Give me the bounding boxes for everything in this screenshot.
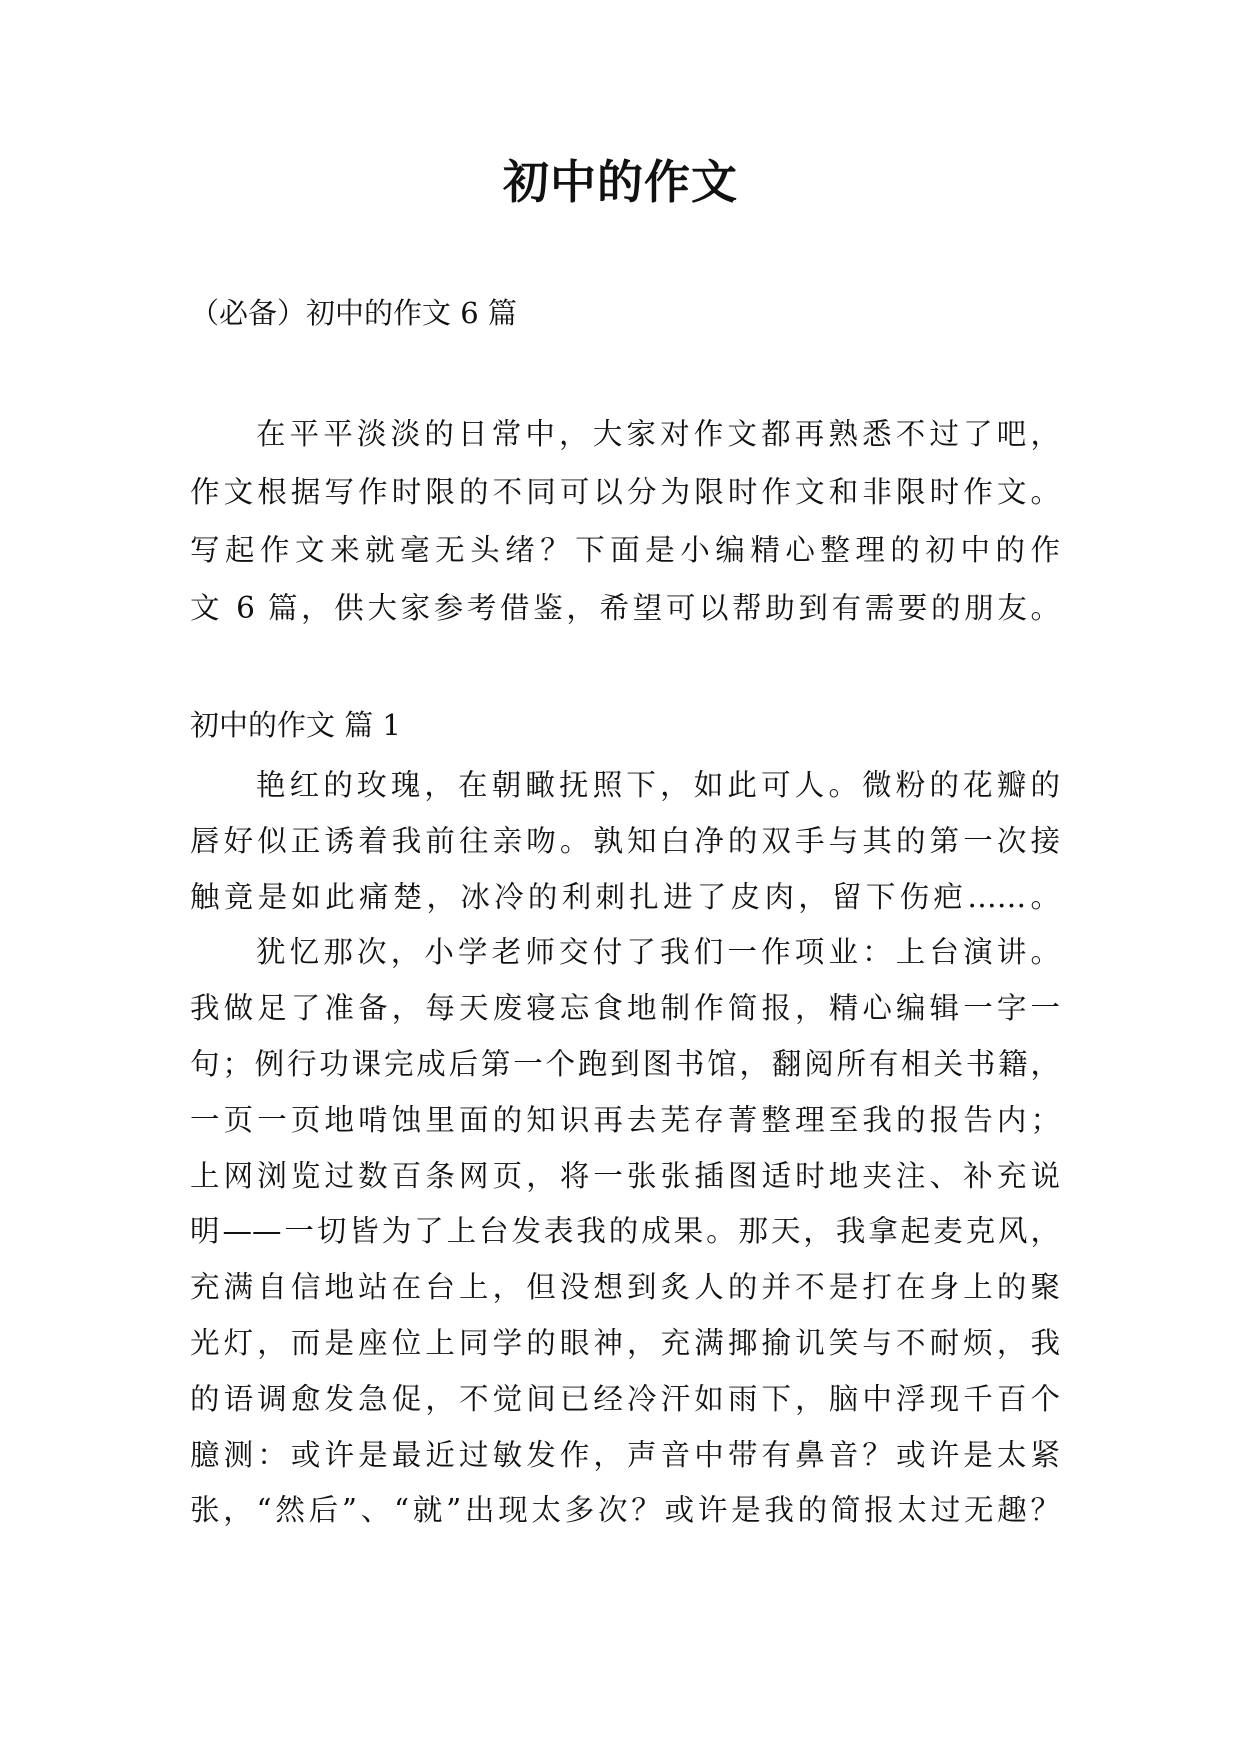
body-line: 唇好似正诱着我前往亲吻。孰知白净的双手与其的第一次接 <box>190 823 1060 858</box>
body-line: 上网浏览过数百条网页，将一张张插图适时地夹注、补充说 <box>190 1158 1060 1193</box>
body-line: 明——一切皆为了上台发表我的成果。那天，我拿起麦克风， <box>190 1214 1060 1249</box>
body-line: 张，“然后”、“就”出现太多次？或许是我的简报太过无趣？ <box>190 1493 1060 1528</box>
body-line: 触竟是如此痛楚，冰冷的利刺扎进了皮肉，留下伤疤……。 <box>190 879 1060 914</box>
body-line: 光灯，而是座位上同学的眼神，充满揶揄讥笑与不耐烦，我 <box>190 1325 1060 1360</box>
body-line: 犹忆那次，小学老师交付了我们一作项业：上台演讲。 <box>256 935 1060 970</box>
intro-line: 写起作文来就毫无头绪？下面是小编精心整理的初中的作 <box>190 533 1060 567</box>
intro-line: 文 6 篇，供大家参考借鉴，希望可以帮助到有需要的朋友。 <box>190 591 1060 625</box>
intro-paragraph <box>190 405 1060 637</box>
section-heading: 初中的作文 篇 1 <box>190 708 401 742</box>
body-line: 句；例行功课完成后第一个跑到图书馆，翻阅所有相关书籍， <box>190 1046 1060 1081</box>
body-line: 充满自信地站在台上，但没想到炙人的并不是打在身上的聚 <box>190 1270 1060 1305</box>
document-subtitle: （必备）初中的作文 6 篇 <box>190 296 517 330</box>
document-title: 初中的作文 <box>503 155 738 209</box>
body-line: 臆测：或许是最近过敏发作，声音中带有鼻音？或许是太紧 <box>190 1437 1060 1472</box>
body-line: 我做足了准备，每天废寝忘食地制作简报，精心编辑一字一 <box>190 991 1060 1026</box>
essay-body <box>190 758 1060 1539</box>
intro-line: 作文根据写作时限的不同可以分为限时作文和非限时作文。 <box>190 475 1060 509</box>
body-line: 一页一页地啃蚀里面的知识再去芜存菁整理至我的报告内； <box>190 1102 1060 1137</box>
body-line: 艳红的玫瑰，在朝瞰抚照下，如此可人。微粉的花瓣的 <box>256 768 1060 802</box>
body-line: 的语调愈发急促，不觉间已经冷汗如雨下，脑中浮现千百个 <box>190 1381 1060 1416</box>
intro-line: 在平平淡淡的日常中，大家对作文都再熟悉不过了吧， <box>256 417 1060 451</box>
